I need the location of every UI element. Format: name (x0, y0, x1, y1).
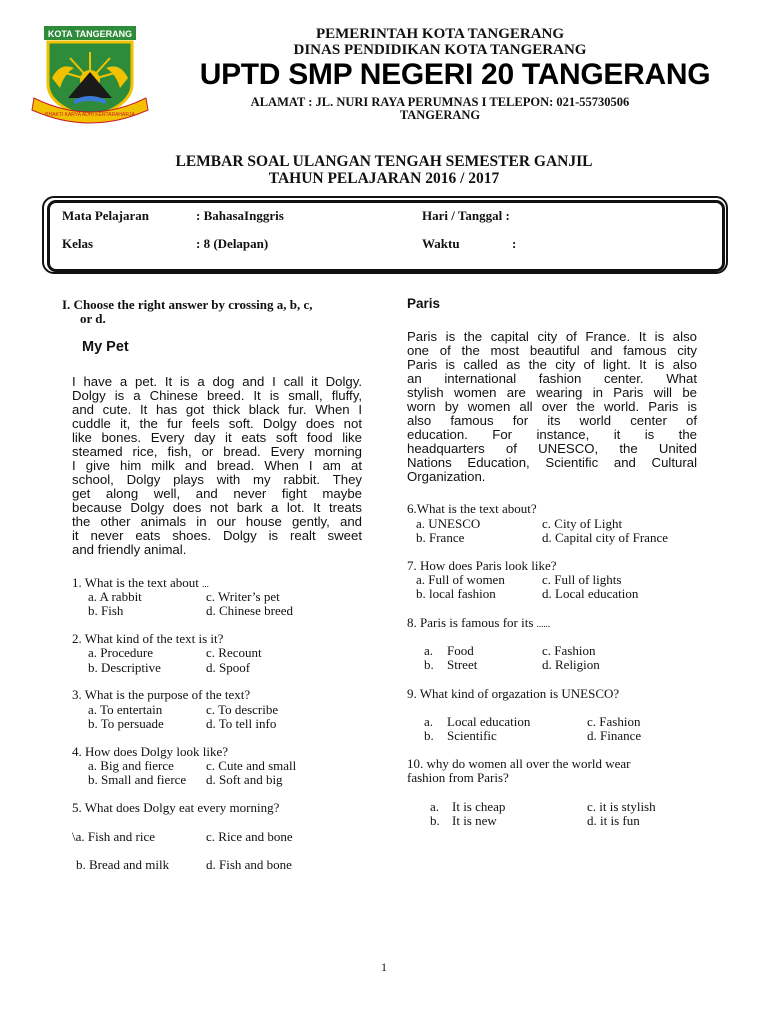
logo-banner-text: KOTA TANGERANG (47, 29, 133, 39)
q6-option-a[interactable]: a. UNESCO (416, 516, 481, 531)
question-10-line-1: 10. why do women all over the world wear (407, 756, 631, 771)
passage-line: and cute. It has got thick black fur. When I (72, 402, 362, 417)
q10-option-c[interactable]: c. it is stylish (587, 799, 656, 814)
school-name: UPTD SMP NEGERI 20 TANGERANG (199, 58, 711, 91)
passage-line: cuddle it, the fur feels soft. Dolgy does not (72, 416, 362, 431)
question-1-text: 1. What is the text about (72, 575, 199, 590)
q5-option-b[interactable]: b. Bread and milk (76, 857, 170, 872)
city-logo (30, 22, 160, 130)
q1-option-a[interactable]: a. A rabbit (88, 589, 142, 604)
question-4: 4. How does Dolgy look like? (72, 744, 228, 759)
q9-option-c[interactable]: c. Fashion (587, 714, 641, 729)
q4-option-a[interactable]: a. Big and fierce (88, 758, 174, 773)
time-label: Waktu (422, 236, 460, 251)
passage-line: Dolgy is a Chinese breed. It is small, fluffy, (72, 388, 362, 403)
class-label: Kelas (62, 236, 94, 251)
question-6: 6.What is the text about? (407, 501, 537, 516)
q1-option-c[interactable]: c. Writer’s pet (206, 589, 280, 604)
q5-option-d[interactable]: d. Fish and bone (206, 857, 292, 872)
passage-line: an international fashion center. What (407, 371, 697, 386)
q7-option-c[interactable]: c. Full of lights (542, 572, 622, 587)
q8-option-a[interactable]: Food (447, 643, 474, 658)
q10-option-a-letter: a. (430, 799, 440, 814)
q4-option-c[interactable]: c. Cute and small (206, 758, 297, 773)
passage-line: steamed rice, fish, or bread. Every morning (72, 444, 362, 459)
exam-year: TAHUN PELAJARAN 2016 / 2017 (268, 170, 500, 187)
question-3: 3. What is the purpose of the text? (72, 687, 251, 702)
q7-option-a[interactable]: a. Full of women (416, 572, 505, 587)
passage-line: Paris is called as the city of light. It is also (407, 357, 697, 372)
passage-line: and friendly animal. (72, 542, 187, 557)
passage-line: one of the most beautiful and famous city (407, 343, 697, 358)
q3-option-c[interactable]: c. To describe (206, 702, 279, 717)
q9-option-d[interactable]: d. Finance (587, 728, 642, 743)
paris-passage (407, 330, 697, 484)
q7-option-d[interactable]: d. Local education (542, 586, 639, 601)
logo-motto-text: BHAKTI KARYA ADHI KERTARAHARJA (45, 112, 135, 118)
question-10-line-2: fashion from Paris? (407, 770, 509, 785)
passage-line: like bones. Every day it eats soft food like (72, 430, 362, 445)
gov-line-2: DINAS PENDIDIKAN KOTA TANGERANG (293, 42, 587, 58)
my-pet-passage (72, 375, 362, 557)
q3-option-b[interactable]: b. To persuade (88, 716, 164, 731)
passage-line: school, Dolgy plays with my rabbit. They (72, 472, 362, 487)
q2-option-a[interactable]: a. Procedure (88, 645, 153, 660)
passage-line: Nations Education, Scientific and Cultural (407, 455, 697, 470)
q10-option-b-letter: b. (430, 813, 440, 828)
q2-option-b[interactable]: b. Descriptive (88, 660, 161, 675)
passage-line: worn by women all over the world. Paris is (407, 399, 697, 414)
page-number: 1 (381, 960, 387, 974)
class-value: : 8 (Delapan) (196, 236, 269, 251)
q8-option-a-letter: a. (424, 643, 434, 658)
passage-line: because Dolgy does not bark a lot. It treats (72, 500, 362, 515)
q2-option-d[interactable]: d. Spoof (206, 660, 251, 675)
question-9: 9. What kind of orgazation is UNESCO? (407, 686, 620, 701)
passage-line: get along well, and never fight maybe (72, 486, 362, 501)
passage-line: it never eats shoes. Dolgy is realt sweet (72, 528, 362, 543)
question-8-dots: ...... (536, 619, 551, 629)
q9-option-a-letter: a. (424, 714, 434, 729)
q5-option-a[interactable]: \a. Fish and rice (72, 829, 156, 844)
passage-line: I give him milk and bread. When I am at (72, 458, 362, 473)
address-line-2: TANGERANG (399, 108, 481, 122)
question-8 (407, 616, 550, 631)
address-line-1: ALAMAT : JL. NURI RAYA PERUMNAS I TELEPON: 021-55730506 (250, 95, 630, 109)
passage-line: Paris is the capital city of France. It is also (407, 329, 697, 344)
q6-option-d[interactable]: d. Capital city of France (542, 530, 668, 545)
passage-line: stylish women are wearing in Paris will be (407, 385, 697, 400)
q2-option-c[interactable]: c. Recount (206, 645, 262, 660)
passage-line: education. For instance, it is the (407, 427, 697, 442)
exam-title: LEMBAR SOAL ULANGAN TENGAH SEMESTER GANJIL (175, 153, 593, 170)
q6-option-c[interactable]: c. City of Light (542, 516, 623, 531)
instruction-line-2: or d. (80, 311, 106, 326)
q9-option-b-letter: b. (424, 728, 434, 743)
passage-line: headquarters of UNESCO, the United (407, 441, 697, 456)
question-2: 2. What kind of the text is it? (72, 631, 224, 646)
q4-option-b[interactable]: b. Small and fierce (88, 772, 187, 787)
q1-option-b[interactable]: b. Fish (88, 603, 124, 618)
q3-option-d[interactable]: d. To tell info (206, 716, 277, 731)
passage-line: the other animals in our house gently, and (72, 514, 362, 529)
q8-option-b-letter: b. (424, 657, 434, 672)
passage-line: also famous for its world center of (407, 413, 697, 428)
q10-option-a[interactable]: It is cheap (452, 799, 506, 814)
question-1-dots: ... (202, 579, 209, 589)
passage-line: I have a pet. It is a dog and I call it Dolgy. (72, 374, 362, 389)
gov-line-1: PEMERINTAH KOTA TANGERANG (315, 26, 565, 42)
my-pet-heading: My Pet (82, 339, 129, 355)
q8-option-d[interactable]: d. Religion (542, 657, 600, 672)
q7-option-b[interactable]: b. local fashion (416, 586, 496, 601)
q1-option-d[interactable]: d. Chinese breed (206, 603, 294, 618)
q3-option-a[interactable]: a. To entertain (88, 702, 163, 717)
q9-option-a[interactable]: Local education (447, 714, 531, 729)
passage-line: Organization. (407, 469, 486, 484)
paris-heading: Paris (407, 296, 441, 311)
q10-option-b[interactable]: It is new (452, 813, 497, 828)
subject-value: : BahasaInggris (196, 208, 284, 223)
q6-option-b[interactable]: b. France (416, 530, 465, 545)
question-7: 7. How does Paris look like? (407, 558, 557, 573)
subject-label: Mata Pelajaran (62, 208, 150, 223)
day-label: Hari / Tanggal : (422, 208, 510, 223)
instruction-line-1: I. Choose the right answer by crossing a, b, c, (62, 297, 313, 312)
q5-option-c[interactable]: c. Rice and bone (206, 829, 293, 844)
question-5: 5. What does Dolgy eat every morning? (72, 800, 280, 815)
time-colon: : (512, 236, 517, 251)
q4-option-d[interactable]: d. Soft and big (206, 772, 283, 787)
q8-option-c[interactable]: c. Fashion (542, 643, 596, 658)
q10-option-d[interactable]: d. it is fun (587, 813, 640, 828)
q8-option-b[interactable]: Street (447, 657, 478, 672)
q9-option-b[interactable]: Scientific (447, 728, 497, 743)
question-8-text: 8. Paris is famous for its (407, 615, 534, 630)
